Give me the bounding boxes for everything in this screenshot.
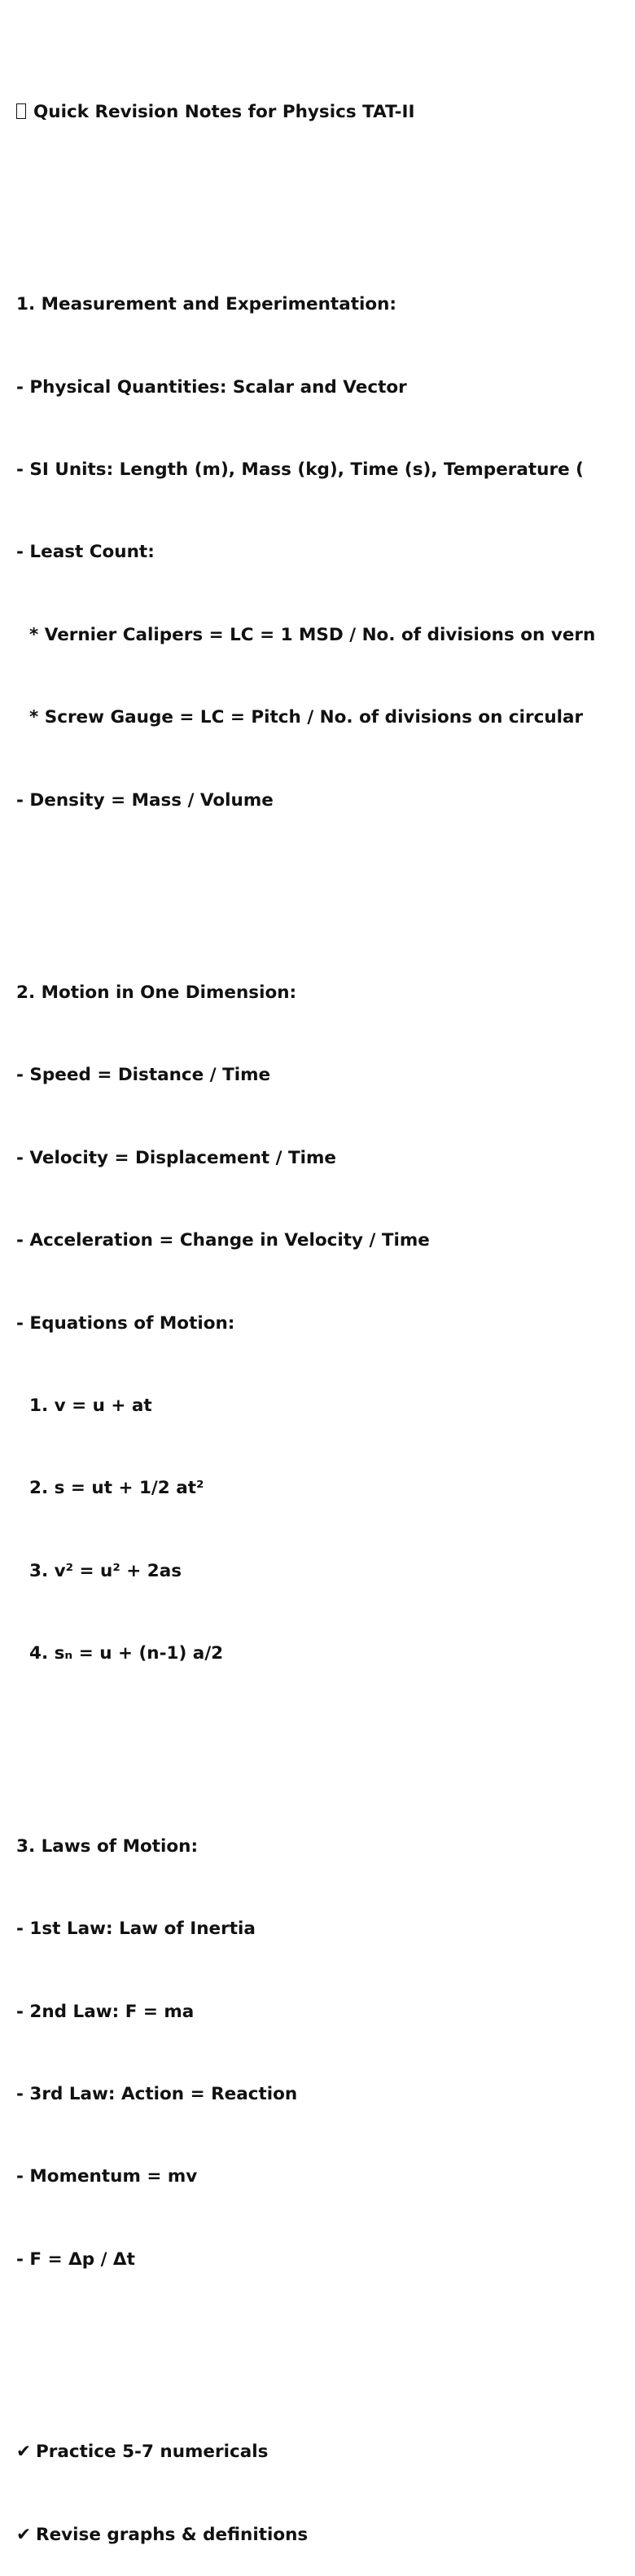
section-2-heading: 2. Motion in One Dimension: xyxy=(16,982,297,1004)
section-3-line: - 2nd Law: F = ma xyxy=(16,2001,195,2022)
section-3-heading: 3. Laws of Motion: xyxy=(16,1835,199,1857)
checklist-item-text: Practice 5-7 numericals xyxy=(36,2442,269,2463)
section-3-line: - F = Δp / Δt xyxy=(16,2249,135,2270)
section-3-line: - Momentum = mv xyxy=(16,2166,198,2187)
section-1-line: - Density = Mass / Volume xyxy=(16,789,274,811)
missing-glyph-icon xyxy=(16,103,26,119)
spacer xyxy=(16,181,635,209)
equation-line: 1. v = u + at xyxy=(29,1396,152,1417)
equation-line: 4. sₙ = u + (n-1) a/2 xyxy=(29,1643,224,1664)
section-1-line: - Least Count: xyxy=(16,542,155,563)
section-2-line: - Speed = Distance / Time xyxy=(16,1065,271,1086)
section-1-line: - Physical Quantities: Scalar and Vector xyxy=(16,376,407,398)
section-1-heading: 1. Measurement and Experimentation: xyxy=(16,294,397,315)
section-1-subline: * Vernier Calipers = LC = 1 MSD / No. of divisions on vern xyxy=(29,624,596,645)
notes-title xyxy=(16,99,635,126)
spacer xyxy=(16,869,635,897)
section-3-line: - 1st Law: Law of Inertia xyxy=(16,1919,256,1940)
notes-title-text: Quick Revision Notes for Physics TAT-II xyxy=(33,101,415,122)
equation-line: 2. s = ut + 1/2 at² xyxy=(29,1478,204,1499)
section-1-subline: * Screw Gauge = LC = Pitch / No. of divisions on circular xyxy=(29,707,584,728)
checkmark-icon: ✔ xyxy=(16,2442,32,2463)
equation-line: 3. v² = u² + 2as xyxy=(29,1560,182,1581)
notes-document xyxy=(16,43,635,2576)
checkmark-icon: ✔ xyxy=(16,2524,32,2545)
checklist-item xyxy=(16,2521,635,2549)
spacer xyxy=(16,2328,635,2356)
section-2-line: - Acceleration = Change in Velocity / Time xyxy=(16,1230,430,1251)
checklist-item xyxy=(16,2438,635,2466)
section-2-line: - Equations of Motion: xyxy=(16,1312,235,1334)
section-3-line: - 3rd Law: Action = Reaction xyxy=(16,2083,298,2104)
section-1-line: - SI Units: Length (m), Mass (kg), Time (s), Temperature ( xyxy=(16,459,584,480)
spacer xyxy=(16,1723,635,1751)
checklist-item-text: Revise graphs & definitions xyxy=(36,2524,309,2545)
section-2-line: - Velocity = Displacement / Time xyxy=(16,1147,337,1168)
